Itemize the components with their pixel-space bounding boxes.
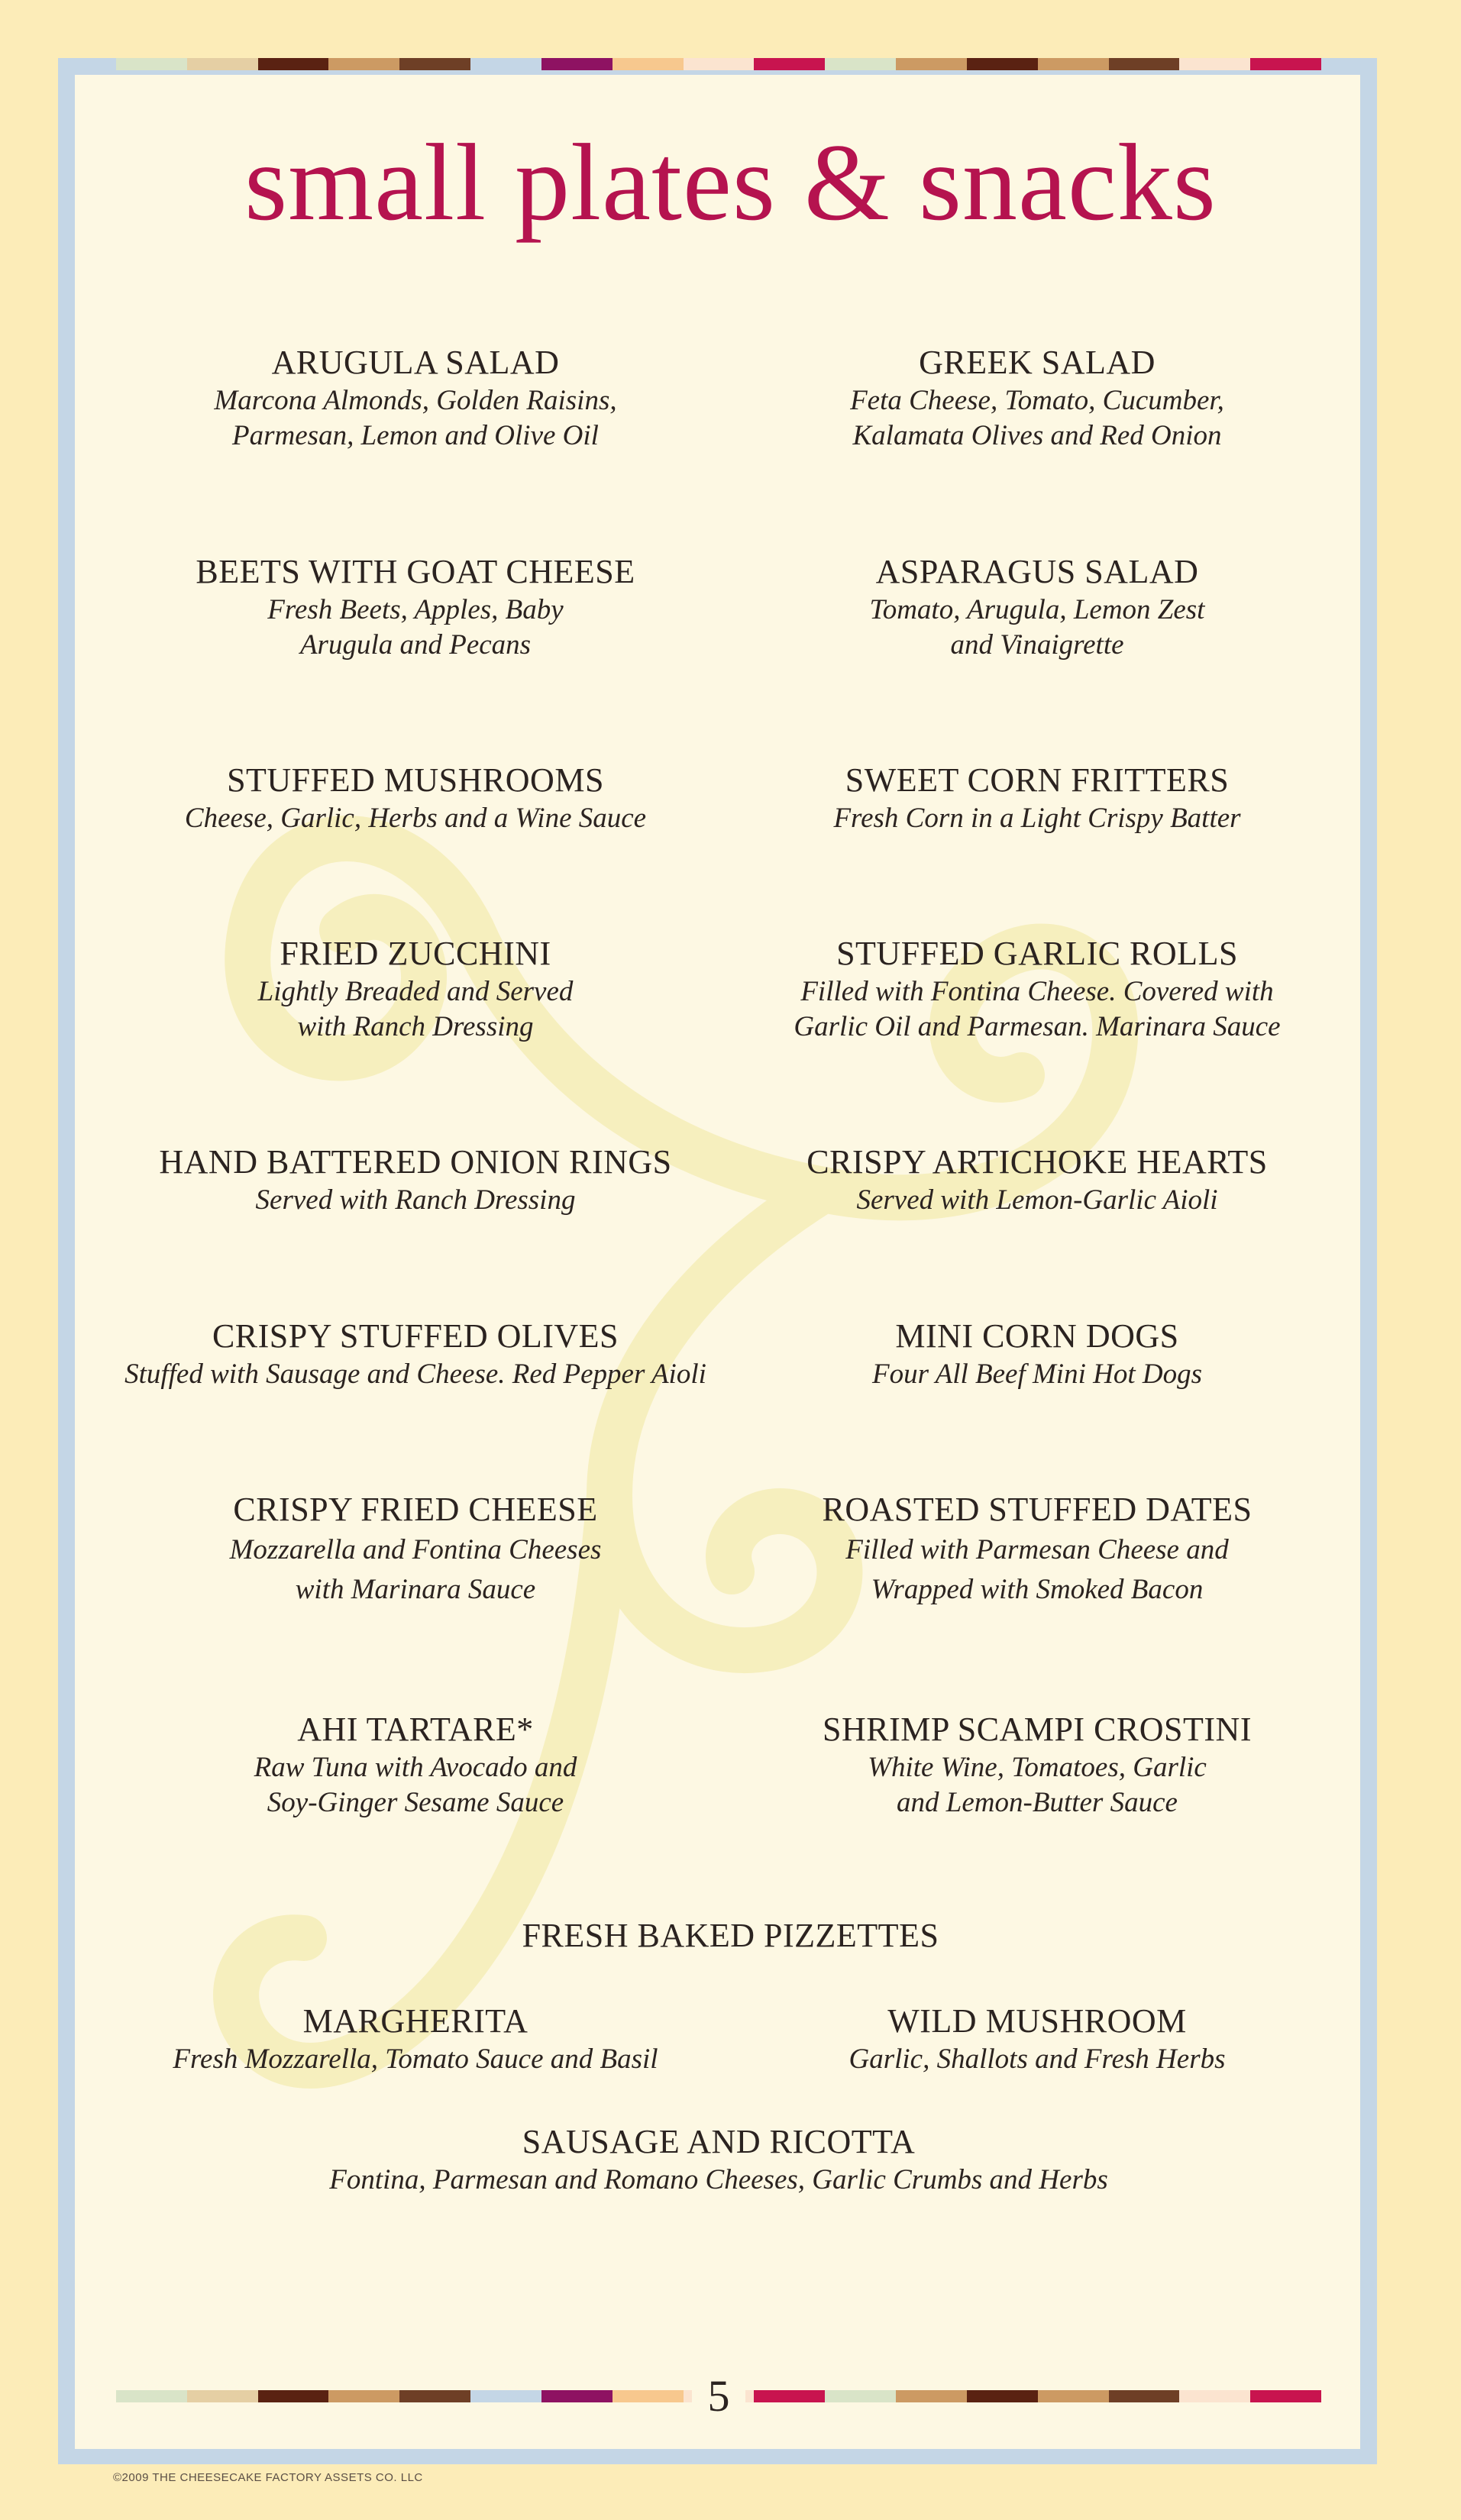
stripe-segment <box>754 58 825 70</box>
menu-item <box>159 1142 671 1218</box>
menu-item-name: STUFFED MUSHROOMS <box>227 761 604 799</box>
menu-item-name: MARGHERITA <box>302 2002 528 2040</box>
stripe-segment <box>116 2390 187 2402</box>
menu-item-name: WILD MUSHROOM <box>887 2002 1187 2040</box>
menu-item-name: CRISPY ARTICHOKE HEARTS <box>806 1143 1268 1181</box>
menu-item-name: CRISPY STUFFED OLIVES <box>212 1317 619 1355</box>
menu-item <box>806 1142 1268 1218</box>
menu-item <box>794 933 1280 1045</box>
stripe-segment <box>1038 2390 1109 2402</box>
page-number: 5 <box>692 2372 745 2421</box>
stripe-segment <box>1179 58 1250 70</box>
menu-item-description: Mozzarella and Fontina Cheeses <box>229 1534 602 1565</box>
menu-item <box>872 1316 1202 1392</box>
stripe-segment <box>187 2390 258 2402</box>
stripe-segment <box>258 58 329 70</box>
menu-item-name: MINI CORN DOGS <box>895 1317 1179 1355</box>
menu-item-description: with Marinara Sauce <box>295 1574 536 1605</box>
stripe-segment <box>967 58 1038 70</box>
menu-item-description: Fontina, Parmesan and Romano Cheeses, Garlic Crumbs and Herbs <box>329 2164 1108 2195</box>
menu-item-description: Tomato, Arugula, Lemon Zest <box>869 594 1205 625</box>
menu-item <box>124 1316 706 1392</box>
stripe-segment <box>613 58 684 70</box>
stripe-segment <box>684 58 755 70</box>
menu-item <box>870 551 1205 663</box>
menu-item-description: and Lemon-Butter Sauce <box>897 1787 1178 1818</box>
stripe-segment <box>825 2390 896 2402</box>
stripe-segment <box>1109 58 1180 70</box>
stripe-segment <box>541 58 613 70</box>
stripe-segment <box>116 58 187 70</box>
menu-item-description: Fresh Beets, Apples, Baby <box>267 594 564 625</box>
stripe-segment <box>1109 2390 1180 2402</box>
menu-item <box>823 1709 1252 1821</box>
menu-item-name: SWEET CORN FRITTERS <box>845 761 1230 799</box>
menu-item-name: SHRIMP SCAMPI CROSTINI <box>823 1711 1252 1748</box>
menu-item-description: Fresh Corn in a Light Crispy Batter <box>833 803 1241 834</box>
stripe-segment <box>470 2390 541 2402</box>
copyright-notice: ©2009 THE CHEESECAKE FACTORY ASSETS CO. LLC <box>113 2471 423 2484</box>
menu-item-description: Served with Lemon-Garlic Aioli <box>856 1184 1218 1216</box>
menu-item <box>850 342 1224 454</box>
menu-item-description: Stuffed with Sausage and Cheese. Red Pepper Aioli <box>124 1359 706 1390</box>
menu-item-description: Cheese, Garlic, Herbs and a Wine Sauce <box>184 803 647 834</box>
top-color-stripe <box>116 58 1321 70</box>
menu-item-name: GREEK SALAD <box>919 344 1156 381</box>
menu-item-description: Fresh Mozzarella, Tomato Sauce and Basil <box>173 2043 658 2075</box>
stripe-segment <box>1250 2390 1321 2402</box>
menu-item-description: Filled with Parmesan Cheese and <box>845 1534 1229 1565</box>
menu-item-description: Lightly Breaded and Served <box>257 976 574 1007</box>
stripe-segment <box>896 2390 967 2402</box>
menu-item <box>185 760 646 836</box>
menu-item <box>214 342 616 454</box>
stripe-segment <box>470 58 541 70</box>
menu-item-name: STUFFED GARLIC ROLLS <box>836 935 1238 972</box>
menu-item-description: Wrapped with Smoked Bacon <box>871 1574 1204 1605</box>
menu-item <box>822 1489 1252 1610</box>
menu-item-description: Arugula and Pecans <box>299 629 532 661</box>
stripe-segment <box>1179 2390 1250 2402</box>
menu-item-name: AHI TARTARE* <box>297 1711 534 1748</box>
menu-item <box>254 1709 577 1821</box>
page-title: small plates & snacks <box>244 122 1217 244</box>
menu-item-name: ASPARAGUS SALAD <box>875 553 1199 590</box>
menu-item-name: FRIED ZUCCHINI <box>280 935 551 972</box>
menu-item-description: Four All Beef Mini Hot Dogs <box>872 1359 1202 1390</box>
pizzette-item <box>173 2001 658 2077</box>
menu-item <box>196 551 635 663</box>
stripe-segment <box>258 2390 329 2402</box>
menu-item-description: Kalamata Olives and Red Onion <box>852 420 1222 451</box>
menu-item-name: CRISPY FRIED CHEESE <box>233 1491 598 1528</box>
menu-item-name: HAND BATTERED ONION RINGS <box>159 1143 672 1181</box>
menu-item-description: White Wine, Tomatoes, Garlic <box>868 1752 1207 1783</box>
pizzette-item <box>329 2121 1108 2198</box>
menu-item-description: Served with Ranch Dressing <box>255 1184 576 1216</box>
stripe-segment <box>187 58 258 70</box>
menu-item-description: Parmesan, Lemon and Olive Oil <box>232 420 599 451</box>
menu-item-description: with Ranch Dressing <box>297 1011 534 1042</box>
stripe-segment <box>825 58 896 70</box>
menu-item <box>258 933 574 1045</box>
menu-item-description: and Vinaigrette <box>950 629 1124 661</box>
pizzettes-heading: FRESH BAKED PIZZETTES <box>522 1917 939 1954</box>
stripe-segment <box>967 2390 1038 2402</box>
stripe-segment <box>754 2390 825 2402</box>
menu-item-description: Soy-Ginger Sesame Sauce <box>267 1787 564 1818</box>
menu-item-description: Garlic Oil and Parmesan. Marinara Sauce <box>794 1011 1281 1042</box>
stripe-segment <box>399 58 470 70</box>
stripe-segment <box>1250 58 1321 70</box>
menu-item-description: Marcona Almonds, Golden Raisins, <box>214 385 617 416</box>
stripe-segment <box>399 2390 470 2402</box>
menu-item-description: Feta Cheese, Tomato, Cucumber, <box>850 385 1224 416</box>
menu-item-description: Raw Tuna with Avocado and <box>254 1752 577 1783</box>
stripe-segment <box>1038 58 1109 70</box>
stripe-segment <box>896 58 967 70</box>
stripe-segment <box>613 2390 684 2402</box>
menu-item-description: Filled with Fontina Cheese. Covered with <box>800 976 1274 1007</box>
pizzette-item <box>849 2001 1226 2077</box>
menu-item-name: BEETS WITH GOAT CHEESE <box>196 553 635 590</box>
menu-item <box>833 760 1240 836</box>
menu-item <box>230 1489 602 1610</box>
menu-item-name: ROASTED STUFFED DATES <box>822 1491 1253 1528</box>
menu-item-name: ARUGULA SALAD <box>271 344 560 381</box>
stripe-segment <box>541 2390 613 2402</box>
menu-item-name: SAUSAGE AND RICOTTA <box>522 2123 916 2160</box>
stripe-segment <box>328 58 399 70</box>
menu-item-description: Garlic, Shallots and Fresh Herbs <box>848 2043 1226 2075</box>
stripe-segment <box>328 2390 399 2402</box>
